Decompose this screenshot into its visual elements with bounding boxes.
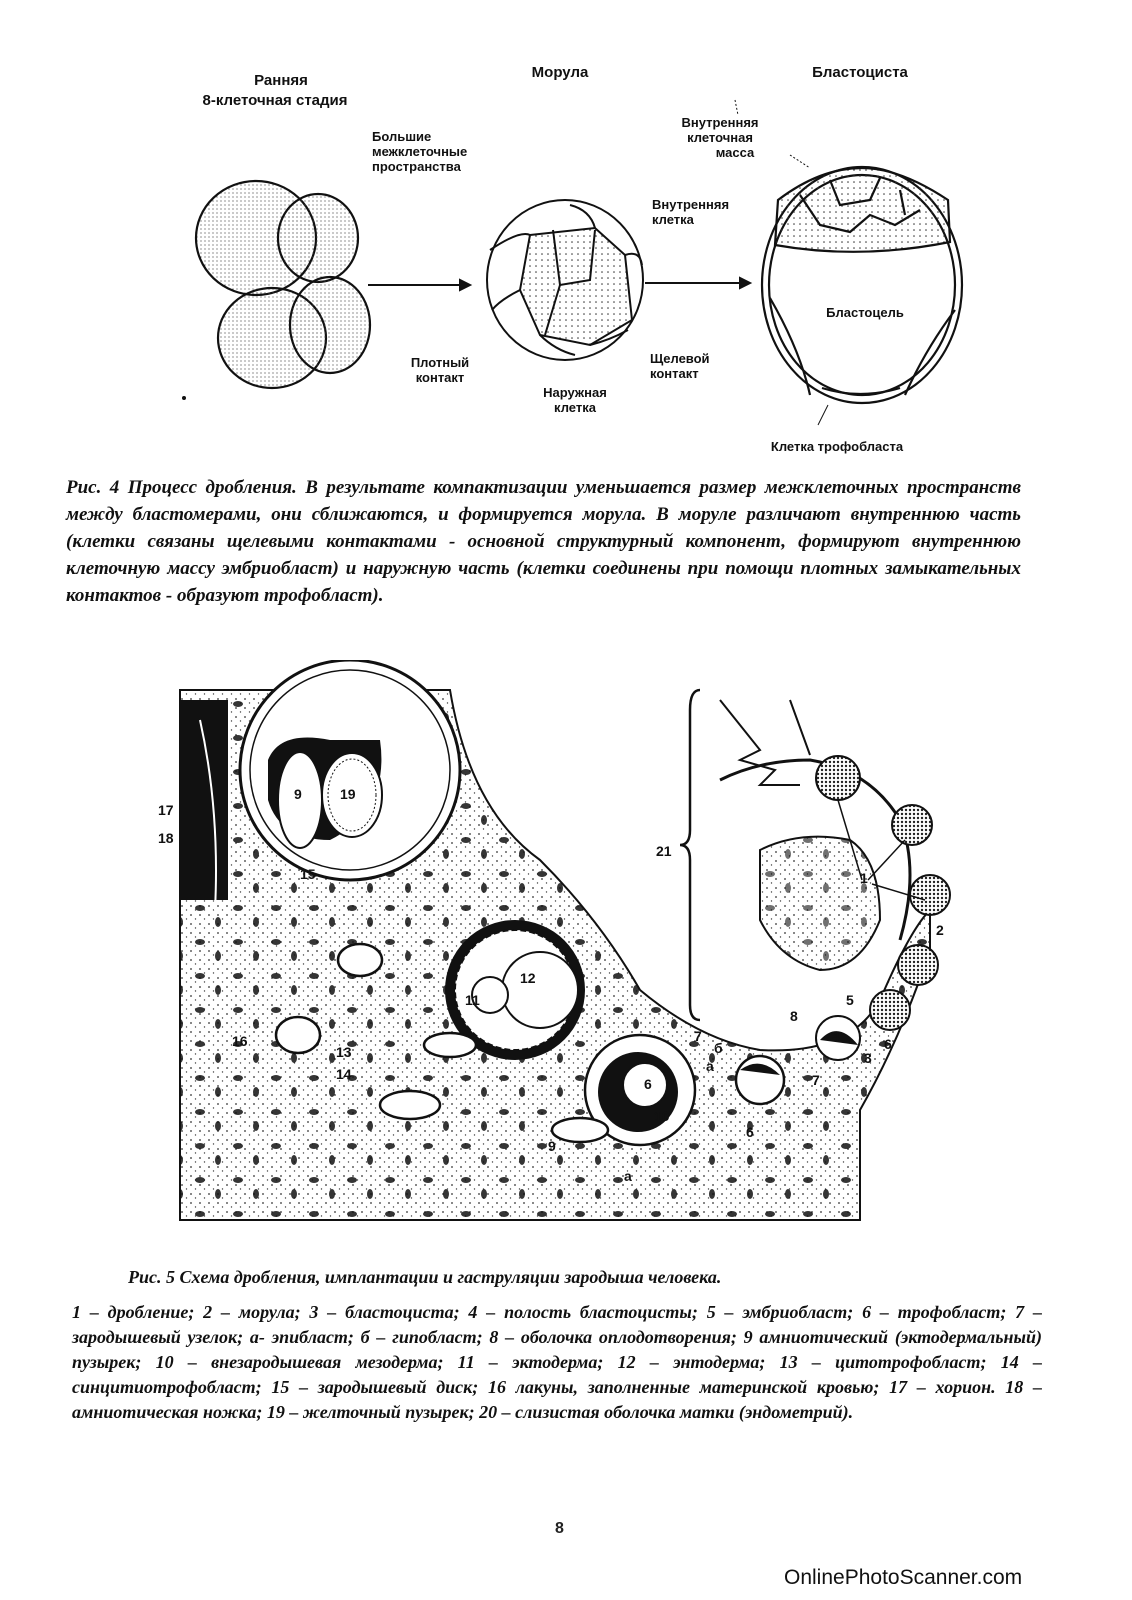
label-21: 21 [656,843,672,859]
label-12: 12 [520,970,536,986]
label-6a: 6 [644,1076,652,1092]
label-7b: 7 [812,1072,820,1088]
label-9b: 9 [548,1138,556,1154]
label-line: Внутренняя [652,197,730,212]
label-a2: а [706,1058,714,1074]
label-blastocoel: Бластоцель [826,305,904,320]
label-line: клетка [554,399,596,415]
label-line: Большие [372,129,432,144]
label-10: 10 [654,1108,670,1124]
label-13: 13 [336,1044,352,1060]
label-line: масса [715,144,755,160]
label-large-spaces [372,130,467,175]
uterine-tube [720,700,910,970]
label-inner-cell [652,198,729,228]
chorionic-vesicle [240,660,460,880]
stage-early-label: Ранняя [254,72,308,89]
label-line: Щелевой [650,351,710,366]
blastocyst-drawing [762,167,962,403]
label-6c: 6 [746,1124,754,1140]
label-19: 19 [340,786,356,802]
label-9: 9 [294,786,302,802]
label-line: Плотный [410,355,470,370]
label-line: клеточная [687,129,753,145]
label-inner-cell-mass [665,116,775,161]
label-gap-junction [650,352,710,382]
label-outer-cell [525,386,625,416]
label-8: 8 [790,1008,798,1024]
label-line: межклеточные [372,143,468,159]
label-b1: б [714,1040,723,1056]
stage-blastocyst-label: Бластоциста [812,64,908,81]
label-line: клетка [652,211,694,227]
stage-morula-label: Морула [531,64,589,81]
label-18: 18 [158,830,174,846]
stage-early-sublabel: 8-клеточная стадия [202,92,348,109]
figure4-caption-body: В результате компактизации уменьшается размер межклеточных пространств между бластомерами, они сближаются, и формируется морула. В моруле различают внутреннюю часть (клетки связаны щелевыми контактами - основной структурный компонент, формируют внутреннюю клеточную массу эмбриобласт) и наружную часть (клетки соединены при помощи плотных замыкательных контактов - образуют трофобласт). [66,477,1021,606]
label-16: 16 [232,1033,248,1049]
label-15: 15 [300,866,316,882]
label-2: 2 [936,922,944,938]
label-5: 5 [846,992,854,1008]
label-line: Наружная [543,385,607,400]
figure5-title: Рис. 5 Схема дробления, имплантации и гаструляции зародыша человека. [128,1267,722,1287]
figure4-caption-title: Рис. 4 Процесс дробления. [66,477,297,498]
eight-cell-embryo [196,181,370,388]
label-7a: 7 [694,1028,702,1044]
label-1: 1 [860,870,868,886]
label-line: контакт [415,369,465,385]
figure5-illustration [0,660,1132,1260]
label-14: 14 [336,1066,352,1082]
page-number: 8 [555,1520,564,1537]
label-trophoblast-cell: Клетка трофобласта [770,439,904,454]
label-a1: а [624,1168,632,1184]
watermark: OnlinePhotoScanner.com [784,1566,1023,1589]
label-line: пространства [372,158,461,174]
label-6b: 6 [884,1036,892,1052]
label-line: контакт [650,365,699,381]
label-17: 17 [158,802,174,818]
label-3: 3 [864,1050,872,1066]
label-4: 4 [832,1028,840,1044]
label-11: 11 [465,992,480,1008]
figure5-legend: 1 – дробление; 2 – морула; 3 – бластоциста; 4 – полость бластоцисты; 5 – эмбриобласт; 6 – трофобласт; 7 – зародышевый узелок; а- эпибласт; б – гипобласт; 8 – оболочка оплодотворения; 9 амниотический (эктодермальный) пузырек; 10 – внезародышевая мезодерма; 11 – эктодерма; 12 – энтодерма; 13 – цитотрофобласт; 14 – синцитиотрофобласт; 15 – зародышевый диск; 16 лакуны, заполненные материнской кровью; 17 – хорион. 18 – амниотическая ножка; 19 – желточный пузырек; 20 – слизистая оболочка матки (эндометрий). [72,1302,1042,1422]
label-line: Внутренняя [681,115,759,130]
figure4-caption [66,474,1021,609]
label-tight-junction [400,356,480,386]
morula-drawing [487,200,643,360]
